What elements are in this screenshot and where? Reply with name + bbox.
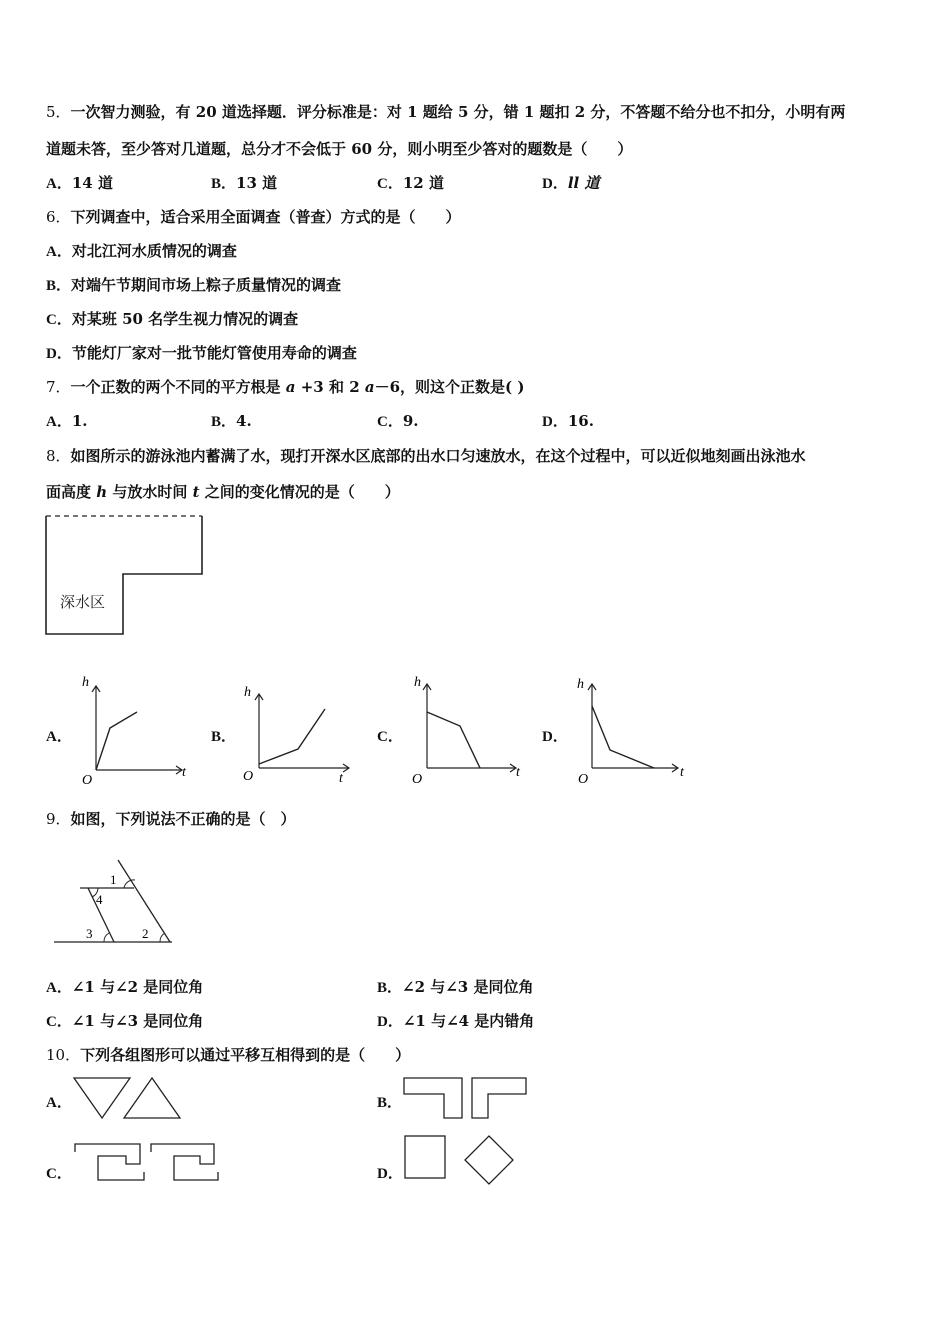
q6-option-c[interactable]: [46, 309, 298, 330]
q10-option-d-letter: D．: [377, 1166, 403, 1182]
q8-var-t: t: [192, 483, 200, 501]
q7-option-c-text: 9.: [402, 412, 419, 430]
spiral-left: [75, 1144, 144, 1180]
q9-stem: 如图，下列说法不正确的是（ ）: [70, 810, 296, 828]
q7-option-c-letter: C．: [377, 414, 403, 430]
q7-option-d[interactable]: [542, 411, 594, 432]
q8-option-d-letter: D．: [542, 729, 568, 745]
q10-b-shapes: [402, 1076, 530, 1122]
q10-option-c-letter: C．: [46, 1166, 72, 1182]
graph-a-curve: [96, 712, 137, 770]
q8-stem-line1: 如图所示的游泳池内蓄满了水，现打开深水区底部的出水口匀速放水，在这个过程中，可以近似地刻画出泳池水: [70, 447, 806, 465]
angle-2-arc: [160, 933, 165, 942]
spiral-right: [151, 1144, 218, 1180]
up-triangle: [124, 1078, 180, 1118]
angle-3-label: 3: [86, 926, 93, 941]
q10-option-b[interactable]: [377, 1092, 402, 1113]
q6-option-a-letter: A．: [46, 244, 72, 260]
graph-b-origin: O: [243, 769, 254, 784]
q9-option-c-letter: C．: [46, 1014, 72, 1030]
q6-option-d-letter: D．: [46, 346, 72, 362]
q10-number: 10．: [46, 1046, 81, 1064]
q7-option-b-text: 4.: [236, 412, 252, 430]
square: [405, 1136, 445, 1178]
q5-option-b-text: 13 道: [236, 174, 278, 192]
graph-a-h-label: h: [82, 675, 89, 690]
l-shape-left: [404, 1078, 462, 1118]
q7-option-a-text: 1.: [71, 412, 88, 430]
q7-stem-b: +3 和 2: [295, 378, 365, 396]
q6-option-b-letter: B．: [46, 278, 72, 294]
q8-option-a[interactable]: [46, 726, 72, 747]
q7-stem-a: 一个正数的两个不同的平方根是: [70, 378, 286, 396]
rotated-square: [465, 1136, 513, 1184]
q6-stem-line: [46, 207, 461, 227]
q7-option-a[interactable]: [46, 411, 88, 432]
graph-d-t-label: t: [680, 765, 684, 780]
q7-option-d-letter: D．: [542, 414, 568, 430]
q8-option-c-letter: C．: [377, 729, 403, 745]
q9-option-a-text: ∠1 与∠2 是同位角: [71, 978, 204, 996]
q6-option-c-letter: C．: [46, 312, 72, 328]
q6-option-b-text: 对端午节期间市场上粽子质量情况的调查: [71, 276, 342, 294]
graph-c: [410, 672, 526, 792]
q10-c-shapes: [72, 1142, 224, 1186]
q8-stem-2b: 与放水时间: [107, 483, 193, 501]
angle-3-arc: [104, 933, 109, 942]
q9-option-b-letter: B．: [377, 980, 403, 996]
graph-b: [241, 680, 357, 792]
pool-outline: [46, 516, 202, 634]
graph-c-origin: O: [412, 772, 423, 787]
q7-option-a-letter: A．: [46, 414, 72, 430]
q6-number: 6．: [46, 208, 71, 226]
q8-number: 8．: [46, 447, 71, 465]
q8-option-b[interactable]: [211, 726, 236, 747]
q9-option-b[interactable]: [377, 977, 533, 998]
q6-option-d-text: 节能灯厂家对一批节能灯管使用寿命的调查: [71, 344, 357, 362]
q9-stem-line: [46, 809, 296, 829]
q10-stem: 下列各组图形可以通过平移互相得到的是（ ）: [80, 1046, 411, 1064]
q7-option-b[interactable]: [211, 411, 252, 432]
graph-b-h-label: h: [244, 685, 251, 700]
q6-option-d[interactable]: [46, 343, 357, 364]
down-triangle: [74, 1078, 130, 1118]
q10-option-a-letter: A．: [46, 1095, 72, 1111]
q7-number: 7．: [46, 378, 71, 396]
q6-option-c-text: 对某班 50 名学生视力情况的调查: [71, 310, 299, 328]
q5-option-c-letter: C．: [377, 176, 403, 192]
q8-option-a-letter: A．: [46, 729, 72, 745]
q10-option-d[interactable]: [377, 1163, 403, 1184]
q10-stem-line: [46, 1045, 410, 1065]
q7-option-d-text: 16.: [567, 412, 594, 430]
q10-option-b-letter: B．: [377, 1095, 403, 1111]
graph-d-origin: O: [578, 772, 589, 787]
graph-b-curve: [259, 709, 325, 764]
graph-c-h-label: h: [414, 675, 421, 690]
q7-var-a2: a: [364, 378, 375, 396]
q6-stem: 下列调查中，适合采用全面调查（普查）方式的是（ ）: [70, 208, 461, 226]
graph-d: [574, 672, 690, 792]
q5-option-d[interactable]: [542, 173, 599, 194]
q5-option-c[interactable]: [377, 173, 444, 194]
q8-option-c[interactable]: [377, 726, 403, 747]
q5-option-c-text: 12 道: [402, 174, 444, 192]
graph-d-curve: [592, 706, 654, 768]
graph-a-origin: O: [82, 773, 93, 788]
q6-option-a-text: 对北江河水质情况的调查: [71, 242, 237, 260]
q8-stem-2a: 面高度: [46, 483, 97, 501]
q10-option-c[interactable]: [46, 1163, 72, 1184]
q5-stem-line1: 一次智力测验，有 20 道选择题．评分标准是：对 1 题给 5 分，错 1 题扣 2 分，不答题不给分也不扣分，小明有两: [70, 103, 846, 121]
q9-option-d[interactable]: [377, 1011, 534, 1032]
q9-option-d-text: ∠1 与∠4 是内错角: [402, 1012, 535, 1030]
q10-option-a[interactable]: [46, 1092, 72, 1113]
q6-option-a[interactable]: [46, 241, 237, 262]
q9-option-c[interactable]: [46, 1011, 203, 1032]
angle-diagram: [52, 850, 188, 952]
q8-line2: [46, 482, 400, 502]
q8-line1: [46, 446, 806, 466]
pool-diagram: [44, 514, 206, 638]
q9-option-c-text: ∠1 与∠3 是同位角: [71, 1012, 204, 1030]
q9-option-b-text: ∠2 与∠3 是同位角: [402, 978, 534, 996]
q10-a-shapes: [72, 1076, 186, 1122]
q5-option-b[interactable]: [211, 173, 277, 194]
q5-stem-line2: 道题未答，至少答对几道题，总分才不会低于 60 分，则小明至少答对的题数是（ ）: [46, 140, 633, 158]
graph-a: [78, 670, 194, 790]
q5-option-a-letter: A．: [46, 176, 72, 192]
q9-option-a-letter: A．: [46, 980, 72, 996]
angle-1-label: 1: [110, 872, 117, 887]
pool-label: 深水区: [60, 595, 106, 611]
q9-number: 9．: [46, 810, 71, 828]
q8-option-b-letter: B．: [211, 729, 237, 745]
q7-stem-line: [46, 377, 524, 397]
q10-d-shapes: [402, 1134, 520, 1188]
q9-option-a[interactable]: [46, 977, 203, 998]
l-shape-right: [472, 1078, 526, 1118]
q7-stem-c: －6，则这个正数是( ): [374, 378, 525, 396]
graph-b-t-label: t: [339, 771, 343, 786]
q9-option-d-letter: D．: [377, 1014, 403, 1030]
q6-option-b[interactable]: [46, 275, 341, 296]
q5-option-b-letter: B．: [211, 176, 237, 192]
q7-option-b-letter: B．: [211, 414, 237, 430]
q5-option-a-text: 14 道: [71, 174, 113, 192]
q5-number: 5．: [46, 103, 71, 121]
q8-stem-2c: 之间的变化情况的是（ ）: [199, 483, 400, 501]
angle-2-label: 2: [142, 926, 149, 941]
q7-option-c[interactable]: [377, 411, 419, 432]
graph-d-h-label: h: [577, 677, 584, 692]
graph-c-t-label: t: [516, 765, 520, 780]
q5-option-d-text: ll 道: [567, 174, 600, 192]
angle-4-label: 4: [96, 892, 103, 907]
q5-option-d-letter: D．: [542, 176, 568, 192]
q5-option-a[interactable]: [46, 173, 113, 194]
q8-option-d[interactable]: [542, 726, 568, 747]
q8-var-h: h: [96, 483, 108, 501]
q7-var-a1: a: [285, 378, 296, 396]
q5-line1: [46, 102, 845, 122]
graph-a-t-label: t: [182, 765, 186, 780]
graph-c-curve: [427, 712, 480, 768]
